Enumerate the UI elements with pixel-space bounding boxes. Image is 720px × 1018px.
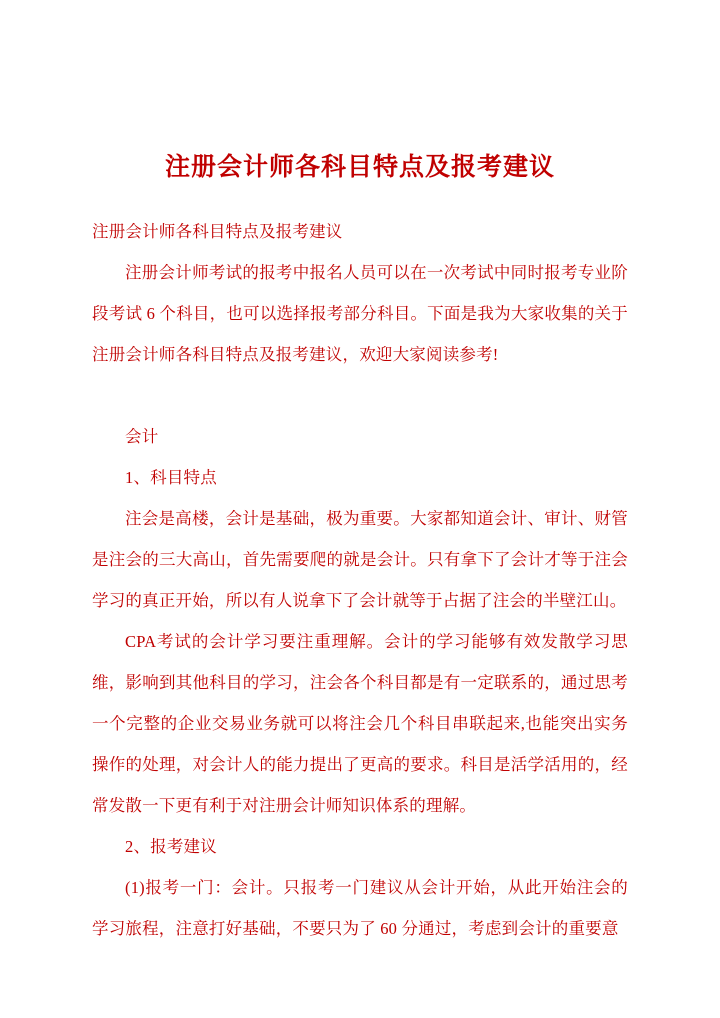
document-body — [92, 211, 628, 949]
paragraph-body-1: 注会是高楼，会计是基础，极为重要。大家都知道会计、审计、财管是注会的三大高山，首先需要爬的就是会计。只有拿下了会计才等于注会学习的真正开始，所以有人说拿下了会计就等于占据了注会的半壁江山。 — [92, 508, 628, 610]
paragraph-subtitle: 注册会计师各科目特点及报考建议 — [92, 221, 343, 241]
page-title: 注册会计师各科目特点及报考建议 — [164, 154, 555, 181]
paragraph-heading-1: 1、科目特点 — [125, 467, 217, 487]
paragraph-body-3: (1)报考一门：会计。只报考一门建议从会计开始，从此开始注会的学习旅程，注意打好基础，不要只为了 60 分通过，考虑到会计的重要意 — [92, 877, 628, 938]
paragraph-spacer — [92, 375, 628, 416]
paragraph-heading-2: 2、报考建议 — [125, 836, 217, 856]
paragraph-section-kuaiji: 会计 — [125, 426, 159, 446]
paragraph-body-2: CPA考试的会计学习要注重理解。会计的学习能够有效发散学习思维，影响到其他科目的学习，注会各个科目都是有一定联系的，通过思考一个完整的企业交易业务就可以将注会几个科目串联起来,也能突出实务操作的处理，对会计人的能力提出了更高的要求。科目是活学活用的，经常发散一下更有利于对注册会计师知识体系的理解。 — [92, 631, 628, 815]
paragraph-intro: 注册会计师考试的报考中报名人员可以在一次考试中同时报考专业阶段考试 6 个科目，也可以选择报考部分科目。下面是我为大家收集的关于注册会计师各科目特点及报考建议，欢迎大家阅读参考! — [92, 262, 628, 364]
